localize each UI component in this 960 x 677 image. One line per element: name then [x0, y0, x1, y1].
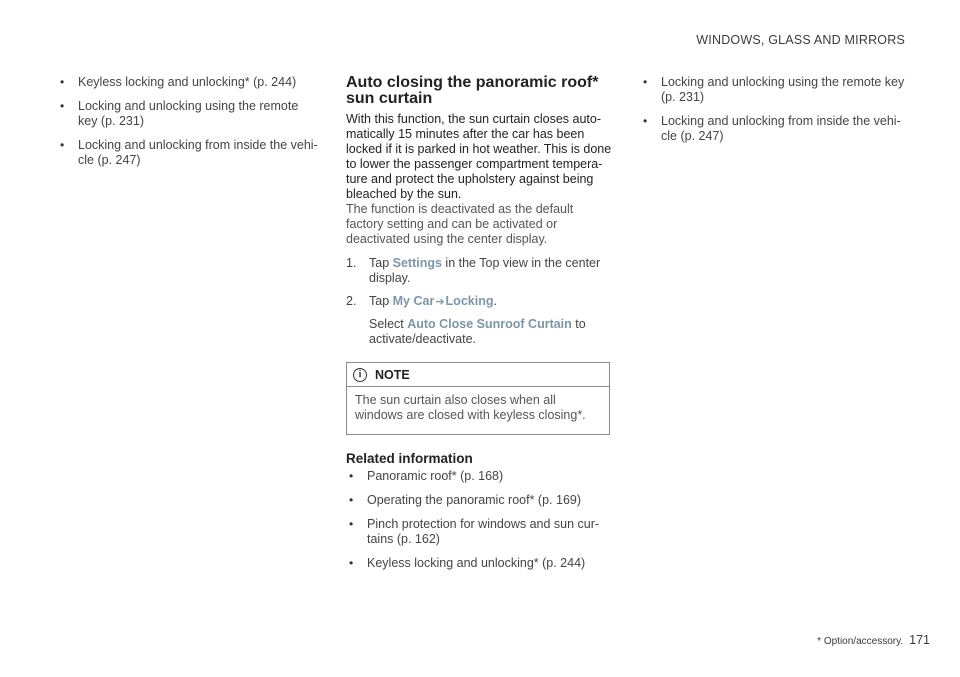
list-item[interactable]: • Panoramic roof* (p. 168)	[349, 469, 504, 483]
left-column	[57, 75, 319, 177]
list-item[interactable]: • Operating the panoramic roof* (p. 169)	[349, 493, 582, 507]
note-text: The sun curtain also closes when all windows are closed with keyless closing*.	[355, 393, 586, 422]
list-item[interactable]: • Locking and unlocking using the remote key (p. 231)	[60, 99, 299, 128]
bullet-icon: •	[60, 99, 65, 113]
note-label: NOTE	[375, 367, 410, 382]
steps-list	[346, 256, 612, 347]
middle-column	[346, 75, 612, 580]
list-item[interactable]: • Locking and unlocking from inside the vehi-cle (p. 247)	[60, 138, 318, 167]
intro-paragraph: With this function, the sun curtain closes auto-matically 15 minutes after the car has been locked if it is parked in hot weather. This is done to lower the passenger compartment tempera-ture and protect the upholstery against being bleached by the sun.	[346, 112, 612, 201]
section-title: Auto closing the panoramic roof* sun curtain	[346, 74, 599, 107]
note-box	[346, 362, 610, 435]
note-header	[347, 363, 609, 387]
info-circle-icon: i	[353, 368, 367, 382]
bullet-icon: •	[643, 114, 648, 128]
bullet-icon: •	[349, 556, 354, 570]
menu-auto-close-sunroof-curtain: Auto Close Sunroof Curtain	[407, 317, 572, 331]
list-item[interactable]: • Locking and unlocking from inside the vehi-cle (p. 247)	[643, 114, 901, 143]
right-bullet-list	[640, 75, 905, 144]
bullet-icon: •	[60, 75, 65, 89]
related-information-heading: Related information	[346, 451, 473, 466]
step-item: 1. Tap Settings in the Top view in the center display.	[346, 256, 601, 285]
arrow-right-icon: ➔	[435, 296, 445, 308]
list-item[interactable]: • Keyless locking and unlocking* (p. 244)	[60, 75, 297, 89]
list-item[interactable]: • Pinch protection for windows and sun cur-tains (p. 162)	[349, 517, 600, 546]
menu-my-car: My Car	[392, 294, 435, 308]
bullet-icon: •	[60, 138, 65, 152]
left-bullet-list	[57, 75, 319, 168]
bullet-icon: •	[349, 493, 354, 507]
related-list	[346, 469, 612, 571]
body-paragraph: The function is deactivated as the default factory setting and can be activated or deactivated using the center display.	[346, 202, 574, 246]
list-item[interactable]: • Keyless locking and unlocking* (p. 244)	[349, 556, 586, 570]
menu-settings: Settings	[392, 256, 442, 270]
bullet-icon: •	[643, 75, 648, 89]
right-column	[640, 75, 905, 153]
step-substep: Select Auto Close Sunroof Curtain to activate/deactivate.	[369, 317, 586, 346]
bullet-icon: •	[349, 469, 354, 483]
bullet-icon: •	[349, 517, 354, 531]
page-footer	[817, 633, 930, 647]
page-header: WINDOWS, GLASS AND MIRRORS	[696, 33, 905, 47]
list-item[interactable]: • Locking and unlocking using the remote key (p. 231)	[643, 75, 905, 104]
menu-locking: Locking	[445, 294, 494, 308]
page-number: 171	[909, 633, 930, 647]
footnote: * Option/accessory.	[817, 636, 904, 647]
step-item: 2. Tap My Car➔Locking. Select Auto Close Sunroof Curtain to activate/deactivate.	[346, 294, 612, 347]
